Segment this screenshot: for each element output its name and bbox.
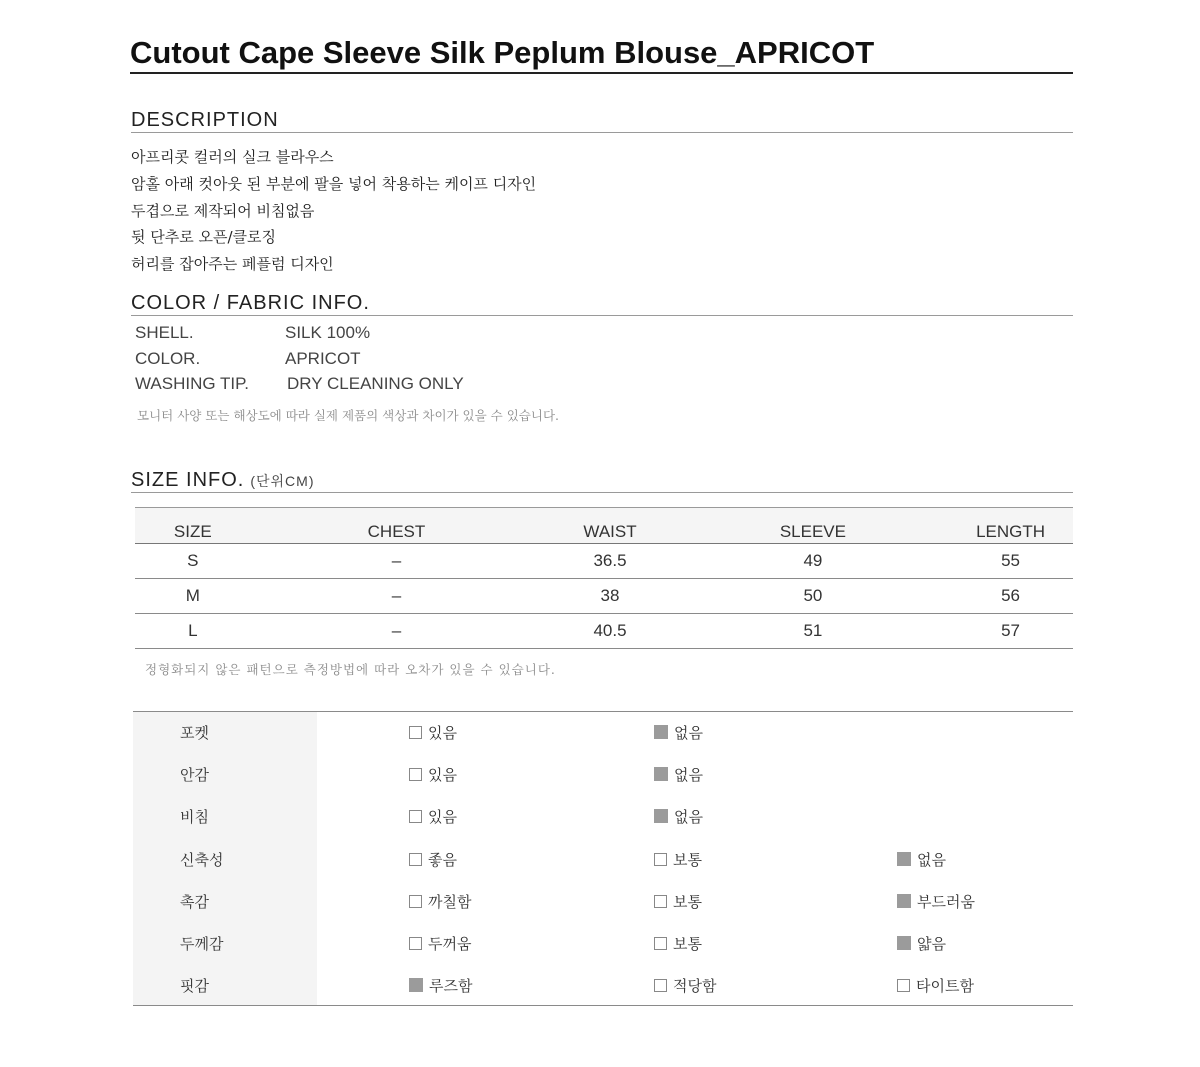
option-label: 없음 <box>674 766 703 785</box>
table-cell: – <box>251 579 543 614</box>
table-cell: 38 <box>542 579 677 614</box>
option-label: 타이트함 <box>916 977 974 996</box>
option-label: 있음 <box>428 766 457 785</box>
attribute-option <box>897 933 946 954</box>
attribute-label: 안감 <box>180 766 209 785</box>
size-unit: (단위CM) <box>250 473 315 489</box>
unchecked-box-icon <box>409 853 422 866</box>
checked-box-icon <box>654 767 668 781</box>
col-header: WAIST <box>583 522 637 541</box>
attribute-option <box>409 975 472 996</box>
option-label: 부드러움 <box>917 892 975 911</box>
fabric-heading: COLOR / FABRIC INFO. <box>131 291 1073 316</box>
attribute-option <box>897 849 946 870</box>
table-cell: – <box>251 544 543 579</box>
table-row <box>135 544 1073 579</box>
unchecked-box-icon <box>409 895 422 908</box>
option-label: 적당함 <box>673 977 717 996</box>
description-line: 허리를 잡아주는 페플럼 디자인 <box>131 255 334 274</box>
attribute-table <box>133 711 1073 1006</box>
attribute-label: 신축성 <box>180 850 224 869</box>
checked-box-icon <box>897 936 911 950</box>
description-line: 뒷 단추로 오픈/클로징 <box>131 228 277 247</box>
table-cell: 55 <box>948 544 1073 579</box>
attribute-row <box>133 923 1073 965</box>
fabric-key: SHELL. <box>135 323 194 342</box>
table-cell: 51 <box>678 614 948 649</box>
table-row <box>135 614 1073 649</box>
attribute-row <box>133 839 1073 881</box>
option-label: 두꺼움 <box>428 935 472 953</box>
unchecked-box-icon <box>654 979 667 992</box>
option-label: 없음 <box>674 808 703 827</box>
size-table <box>135 507 1073 649</box>
checked-box-icon <box>654 809 668 823</box>
checked-box-icon <box>897 852 911 866</box>
attribute-option <box>654 849 702 870</box>
table-cell: 36.5 <box>542 544 677 579</box>
attribute-row <box>133 796 1073 838</box>
checked-box-icon <box>897 894 911 908</box>
attribute-row <box>133 712 1073 754</box>
attribute-option <box>654 722 703 743</box>
size-heading <box>131 468 1073 493</box>
attribute-option <box>897 975 974 996</box>
unchecked-box-icon <box>654 895 667 908</box>
unchecked-box-icon <box>409 768 422 781</box>
size-table-header <box>135 508 1073 544</box>
attribute-option <box>409 891 471 912</box>
option-label: 까칠함 <box>428 892 472 911</box>
fabric-value: DRY CLEANING ONLY <box>287 374 464 393</box>
unchecked-box-icon <box>897 979 910 992</box>
attribute-option <box>409 933 471 954</box>
attribute-option <box>409 849 457 870</box>
table-cell: 57 <box>948 614 1073 649</box>
color-disclaimer: 모니터 사양 또는 해상도에 따라 실제 제품의 색상과 차이가 있을 수 있습니다. <box>137 408 560 423</box>
option-label: 보통 <box>673 850 702 869</box>
attribute-row <box>133 881 1073 923</box>
attribute-label: 비침 <box>180 808 209 827</box>
size-heading-text: SIZE INFO. <box>131 469 245 491</box>
unchecked-box-icon <box>409 937 422 950</box>
product-title: Cutout Cape Sleeve Silk Peplum Blouse_APRICOT <box>130 34 1073 74</box>
description-heading: DESCRIPTION <box>131 108 1073 133</box>
option-label: 보통 <box>673 935 702 953</box>
unchecked-box-icon <box>654 853 667 866</box>
attribute-option <box>654 975 716 996</box>
option-label: 있음 <box>428 724 457 742</box>
option-label: 보통 <box>673 892 702 911</box>
table-cell: M <box>135 579 251 614</box>
table-cell: 40.5 <box>542 614 677 649</box>
attribute-option <box>409 806 457 827</box>
attribute-option <box>654 933 702 954</box>
table-cell: 50 <box>678 579 948 614</box>
option-label: 얇음 <box>917 935 946 953</box>
attribute-option <box>654 806 703 827</box>
description-list <box>131 144 536 278</box>
col-header: SIZE <box>173 522 212 541</box>
fabric-key: COLOR. <box>135 348 201 368</box>
description-line: 두겹으로 제작되어 비침없음 <box>131 201 315 220</box>
attribute-label: 핏감 <box>180 977 209 996</box>
option-label: 있음 <box>428 808 457 827</box>
attribute-row <box>133 965 1073 1007</box>
checked-box-icon <box>654 725 668 739</box>
col-header: CHEST <box>367 522 426 541</box>
unchecked-box-icon <box>409 810 422 823</box>
col-header: LENGTH <box>976 522 1046 541</box>
attribute-option <box>409 722 457 743</box>
table-row <box>135 579 1073 614</box>
checked-box-icon <box>409 978 423 992</box>
attribute-row <box>133 754 1073 796</box>
table-cell: L <box>135 614 251 649</box>
unchecked-box-icon <box>654 937 667 950</box>
attribute-label: 촉감 <box>180 892 209 911</box>
table-cell: 56 <box>948 579 1073 614</box>
unchecked-box-icon <box>409 726 422 739</box>
option-label: 좋음 <box>428 850 457 869</box>
col-header: SLEEVE <box>779 522 846 541</box>
attribute-label: 두께감 <box>180 935 224 953</box>
option-label: 루즈함 <box>429 977 473 996</box>
table-cell: S <box>135 544 251 579</box>
fabric-key: WASHING TIP. <box>135 374 249 393</box>
measurement-disclaimer: 정형화되지 않은 패턴으로 측정방법에 따라 오차가 있을 수 있습니다. <box>145 662 556 677</box>
table-cell: 49 <box>678 544 948 579</box>
table-cell: – <box>251 614 543 649</box>
attribute-option <box>654 764 703 785</box>
fabric-value: SILK 100% <box>285 323 371 342</box>
attribute-option <box>409 764 457 785</box>
description-line: 암홀 아래 컷아웃 된 부분에 팔을 넣어 착용하는 케이프 디자인 <box>131 174 537 193</box>
fabric-value: APRICOT <box>285 348 361 368</box>
option-label: 없음 <box>674 724 703 742</box>
attribute-option <box>654 891 702 912</box>
attribute-label: 포켓 <box>180 724 209 742</box>
description-line: 아프리콧 컬러의 실크 블라우스 <box>131 148 334 166</box>
attribute-option <box>897 891 975 912</box>
option-label: 없음 <box>917 850 946 869</box>
